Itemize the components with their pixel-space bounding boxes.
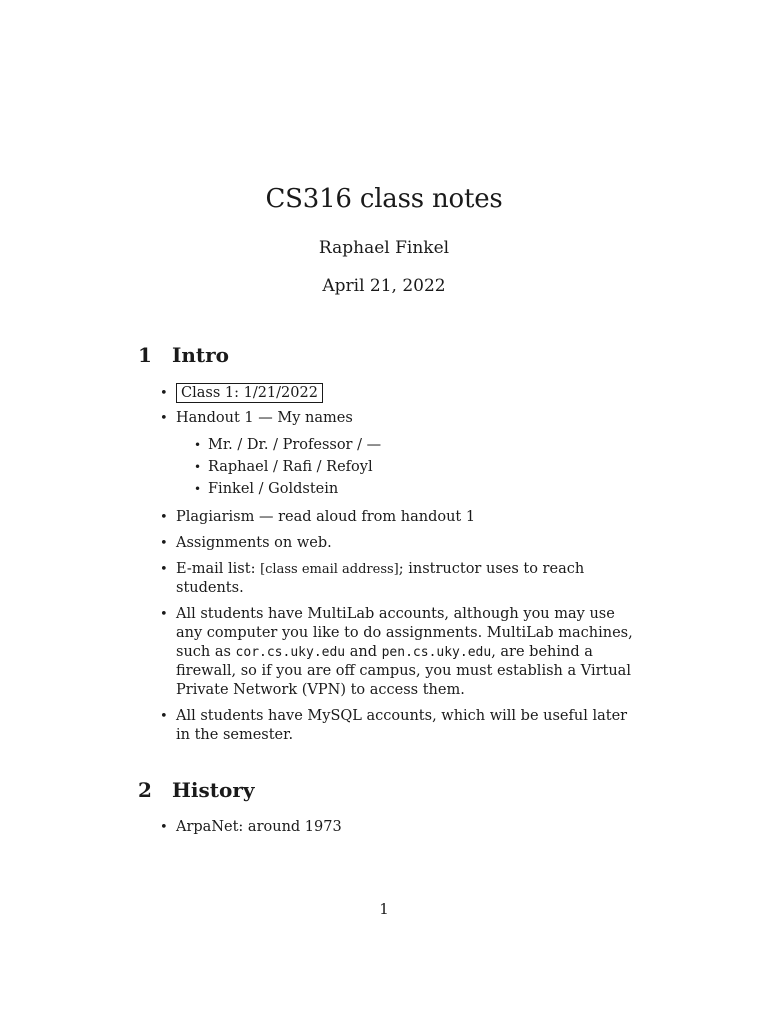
host-name: pen.cs.uky.edu — [381, 645, 492, 660]
email-prefix: E-mail list: — [176, 561, 261, 577]
list-item-arpanet: • ArpaNet: around 1973 — [160, 818, 640, 837]
sublist-item: • Mr. / Dr. / Professor / — — [194, 434, 640, 456]
intro-list — [160, 384, 640, 745]
multilab-text-1: All students have MultiLab accounts, although you may use any computer you like to do assignments. MultiLab machines, such as — [176, 606, 633, 660]
document-author: Raphael Finkel — [318, 238, 450, 258]
multilab-text-2: , are behind a firewall, so if you are off campus, you must establish a Virtual Private Network (VPN) to access them. — [176, 644, 631, 698]
handout-text: Handout 1 — My names — [176, 410, 353, 426]
class-date-box: Class 1: 1/21/2022 — [176, 383, 323, 403]
section-heading-history — [138, 778, 255, 802]
history-list — [160, 818, 640, 837]
document-date: April 21, 2022 — [322, 276, 446, 296]
email-suffix: ; instructor uses to reach students. — [176, 561, 585, 596]
list-item-plagiarism: • Plagiarism — read aloud from handout 1 — [160, 508, 640, 527]
section-number: 1 — [138, 343, 152, 367]
list-item-email — [160, 560, 640, 598]
list-item-handout — [160, 409, 640, 500]
list-item-mysql: • All students have MySQL accounts, which will be useful later in the semester. — [160, 707, 640, 745]
section-title: Intro — [172, 343, 230, 367]
page-number: 1 — [379, 900, 389, 918]
host-name: cor.cs.uky.edu — [235, 645, 346, 660]
list-item-assignments: • Assignments on web. — [160, 534, 640, 553]
sublist-item: • Finkel / Goldstein — [194, 478, 640, 500]
document-title: CS316 class notes — [265, 184, 503, 214]
section-number: 2 — [138, 778, 152, 802]
names-sublist — [176, 434, 640, 500]
multilab-and: and — [345, 644, 382, 660]
sublist-item: • Raphael / Rafi / Refoyl — [194, 456, 640, 478]
list-item-class — [160, 384, 640, 403]
section-heading-intro — [138, 343, 229, 367]
section-title: History — [172, 778, 255, 802]
list-item-multilab — [160, 605, 640, 700]
email-placeholder: [class email address] — [260, 562, 399, 577]
